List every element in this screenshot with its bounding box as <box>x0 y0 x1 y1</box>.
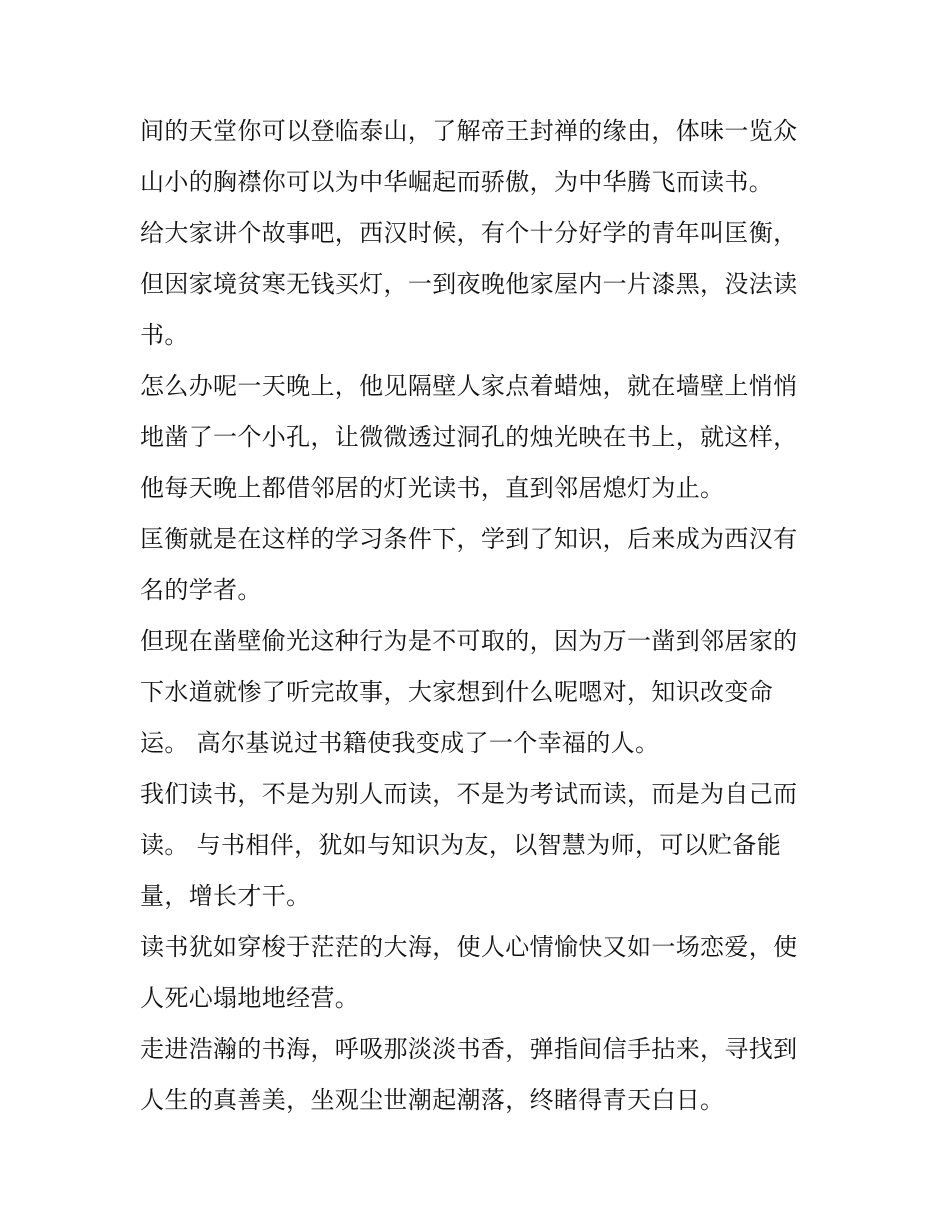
paragraph-2: 给大家讲个故事吧，西汉时候，有个十分好学的青年叫匡衡，但因家境贫寒无钱买灯，一到夜晚他家屋内一片漆黑，没法读书。 <box>140 219 798 349</box>
paragraph-4: 匡衡就是在这样的学习条件下，学到了知识，后来成为西汉有名的学者。 <box>140 525 798 604</box>
paragraph-1: 间的天堂你可以登临泰山，了解帝王封禅的缘由，体味一览众山小的胸襟你可以为中华崛起而骄傲，为中华腾飞而读书。 <box>140 117 798 196</box>
paragraph-7: 读书犹如穿梭于茫茫的大海，使人心情愉快又如一场恋爱，使人死心塌地地经营。 <box>140 933 798 1012</box>
paragraph-8: 走进浩瀚的书海，呼吸那淡淡书香，弹指间信手拈来，寻找到人生的真善美，坐观尘世潮起潮落，终睹得青天白日。 <box>140 1035 798 1114</box>
paragraph-5: 但现在凿壁偷光这种行为是不可取的，因为万一凿到邻居家的下水道就惨了听完故事，大家想到什么呢嗯对，知识改变命运。 高尔基说过书籍使我变成了一个幸福的人。 <box>140 627 798 757</box>
paragraph-6: 我们读书，不是为别人而读，不是为考试而读，而是为自己而读。 与书相伴，犹如与知识为友，以智慧为师，可以贮备能量，增长才干。 <box>140 780 798 910</box>
document-page <box>140 106 820 1126</box>
paragraph-3: 怎么办呢一天晚上，他见隔壁人家点着蜡烛，就在墙壁上悄悄地凿了一个小孔，让微微透过洞孔的烛光映在书上，就这样，他每天晚上都借邻居的灯光读书，直到邻居熄灯为止。 <box>140 372 798 502</box>
